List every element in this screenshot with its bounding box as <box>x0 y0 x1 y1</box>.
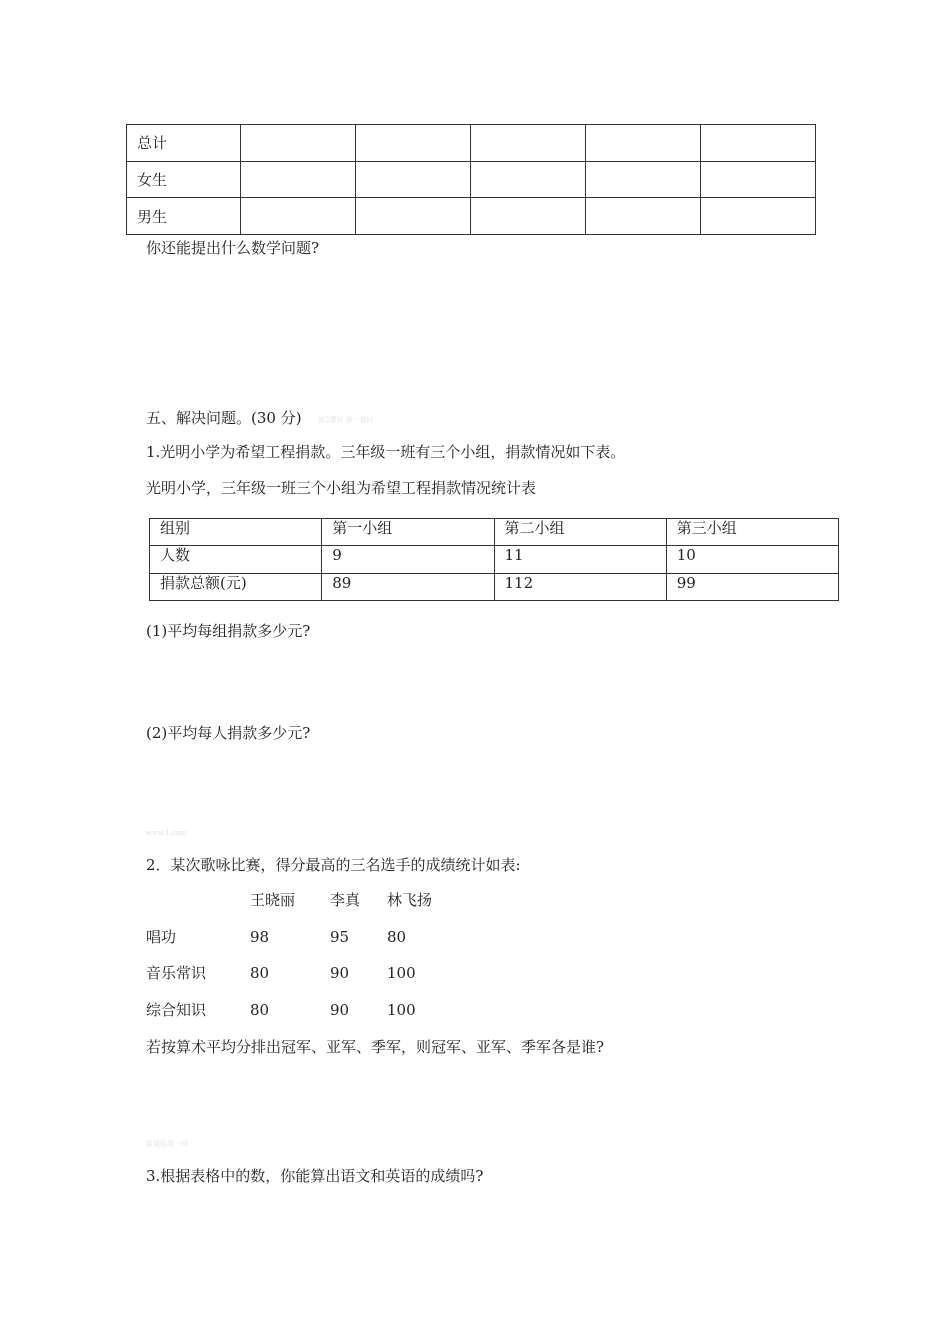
table-cell: 112 <box>494 573 666 600</box>
faint-watermark-text: 新课标第一网 <box>146 1140 188 1148</box>
table-cell: 99 <box>666 573 838 600</box>
score-item: 唱功 <box>146 928 177 946</box>
table-cell: 捐款总额(元) <box>150 573 322 600</box>
table-row <box>127 198 816 235</box>
table-row <box>150 573 839 600</box>
table-cell <box>701 198 816 235</box>
table-row <box>127 161 816 198</box>
table-cell <box>586 125 701 162</box>
score-item: 综合知识 <box>146 1001 207 1019</box>
top-table <box>126 124 816 235</box>
table-cell <box>586 198 701 235</box>
table-cell: 人数 <box>150 546 322 573</box>
column-header: 第二小组 <box>494 519 666 546</box>
faint-watermark-text: 第2课时 第一课时 <box>318 416 374 424</box>
score-value: 100 <box>387 964 416 982</box>
problem-2-question: 若按算术平均分排出冠军、亚军、季军，则冠军、亚军、季军各是谁? <box>146 1038 605 1056</box>
more-questions-prompt: 你还能提出什么数学问题? <box>146 239 320 257</box>
score-item: 音乐常识 <box>146 964 207 982</box>
contestant-name: 林飞扬 <box>387 891 433 909</box>
table-cell <box>471 125 586 162</box>
score-value: 80 <box>250 964 270 982</box>
table-cell: 89 <box>322 573 494 600</box>
table-cell <box>241 161 356 198</box>
table-cell: 11 <box>494 546 666 573</box>
faint-watermark-text: www.1.com <box>146 829 187 837</box>
problem-1-question-2: (2)平均每人捐款多少元? <box>146 724 311 742</box>
contestant-name: 李真 <box>330 891 361 909</box>
table-header-row <box>150 519 839 546</box>
table-cell <box>356 198 471 235</box>
problem-1-intro: 1.光明小学为希望工程捐款。三年级一班有三个小组，捐款情况如下表。 <box>146 443 626 461</box>
score-value: 100 <box>387 1001 416 1019</box>
table-cell <box>701 161 816 198</box>
table-cell <box>241 125 356 162</box>
score-value: 90 <box>330 964 350 982</box>
row-label: 总计 <box>127 125 241 162</box>
section-five-title: 五、解决问题。(30 分) <box>146 409 302 427</box>
score-value: 80 <box>250 1001 270 1019</box>
score-value: 95 <box>330 928 350 946</box>
table-cell <box>586 161 701 198</box>
table-cell <box>356 125 471 162</box>
problem-1-question-1: (1)平均每组捐款多少元? <box>146 622 311 640</box>
problem-1-caption: 光明小学，三年级一班三个小组为希望工程捐款情况统计表 <box>146 479 537 497</box>
row-label: 女生 <box>127 161 241 198</box>
table-cell: 10 <box>666 546 838 573</box>
donation-table <box>149 518 839 601</box>
table-cell <box>471 161 586 198</box>
row-label: 男生 <box>127 198 241 235</box>
problem-2-intro: 2．某次歌咏比赛，得分最高的三名选手的成绩统计如表: <box>146 856 521 874</box>
column-header: 组别 <box>150 519 322 546</box>
table-cell: 9 <box>322 546 494 573</box>
table-cell <box>701 125 816 162</box>
column-header: 第三小组 <box>666 519 838 546</box>
table-cell <box>471 198 586 235</box>
score-value: 80 <box>387 928 407 946</box>
contestant-name: 王晓丽 <box>250 891 296 909</box>
table-row <box>127 125 816 162</box>
table-row <box>150 546 839 573</box>
column-header: 第一小组 <box>322 519 494 546</box>
score-value: 98 <box>250 928 270 946</box>
table-cell <box>241 198 356 235</box>
score-value: 90 <box>330 1001 350 1019</box>
problem-3-intro: 3.根据表格中的数，你能算出语文和英语的成绩吗? <box>146 1167 484 1185</box>
table-cell <box>356 161 471 198</box>
